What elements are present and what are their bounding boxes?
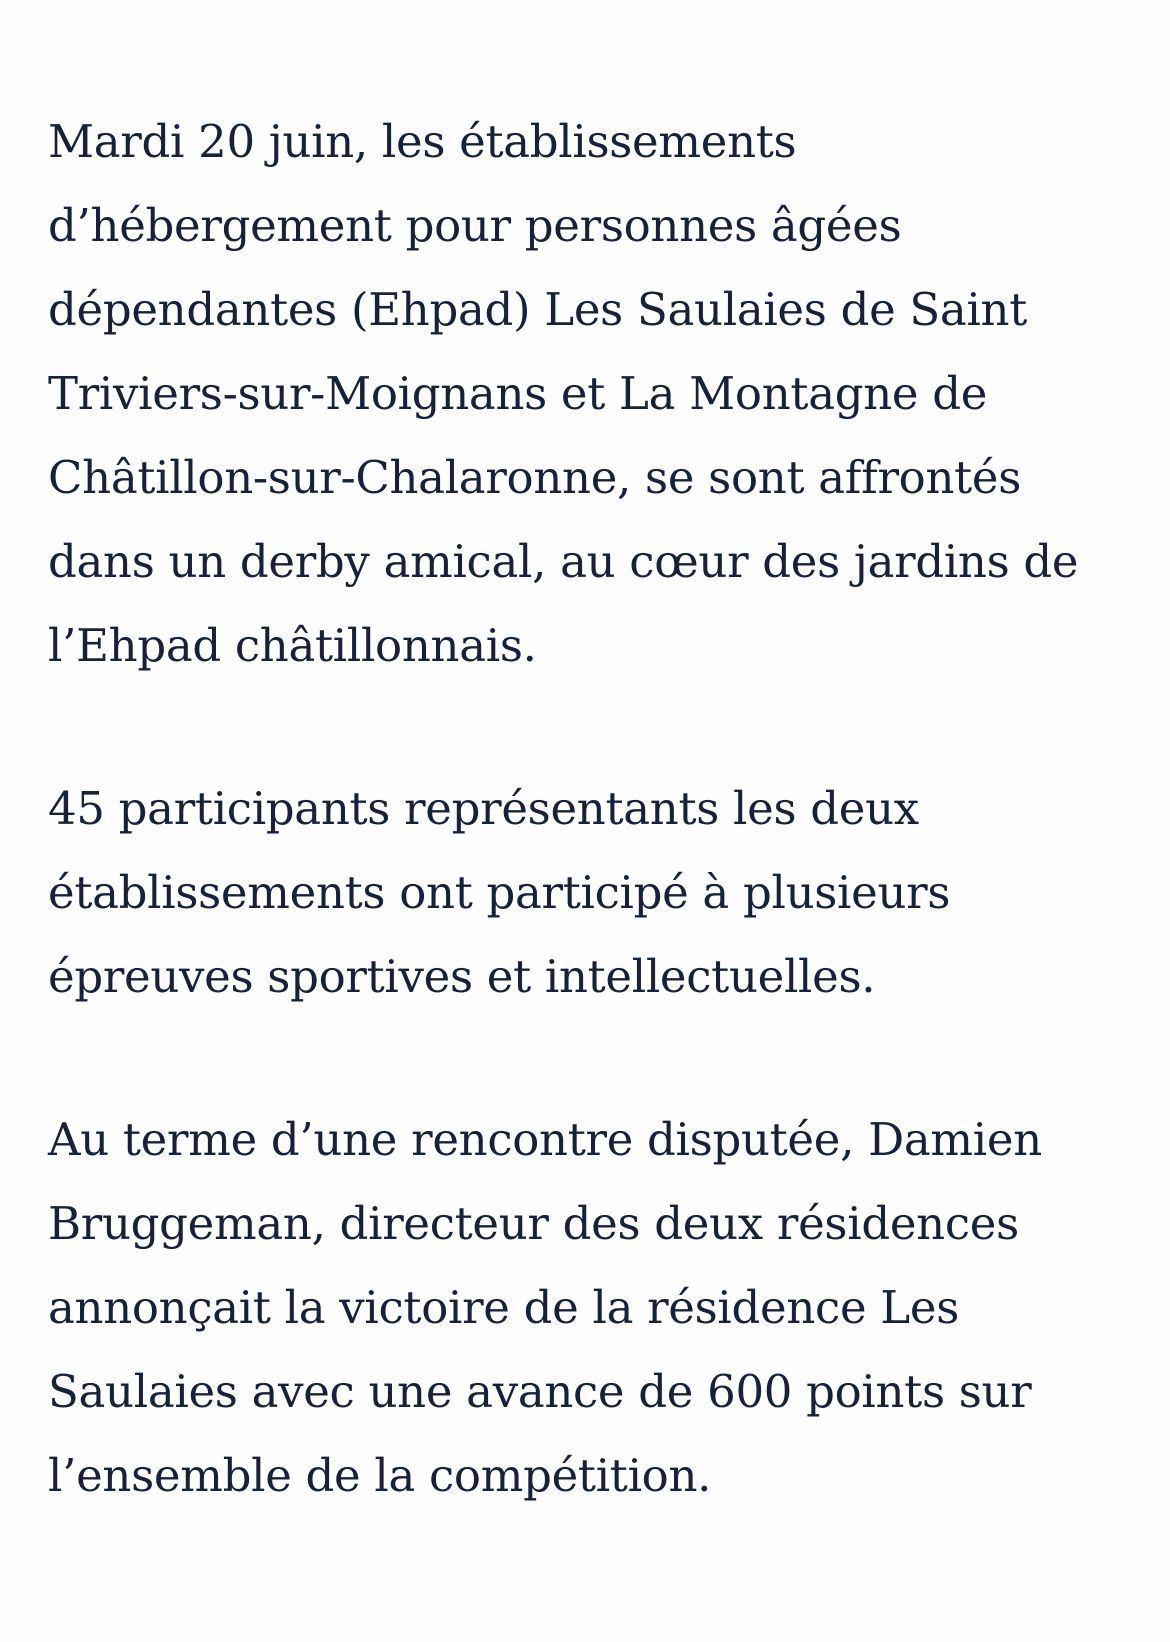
article-paragraph-1: Mardi 20 juin, les établissements d’hébergement pour personnes âgées dépendantes (Ehpad) Les Saulaies de Saint Triviers-sur-Moignans et La Montagne de Châtillon-sur-Chalaronne, se sont affrontés dans un derby amical, au cœur des jardins de l’Ehpad châtillonnais. [48,115,1079,672]
article-paragraph-3: Au terme d’une rencontre disputée, Damien Bruggeman, directeur des deux résidences annonçait la victoire de la résidence Les Saulaies avec une avance de 600 points sur l’ensemble de la compétition. [48,1113,1042,1502]
article-paragraph-2: 45 participants représentants les deux établissements ont participé à plusieurs épreuves sportives et intellectuelles. [48,782,951,1003]
